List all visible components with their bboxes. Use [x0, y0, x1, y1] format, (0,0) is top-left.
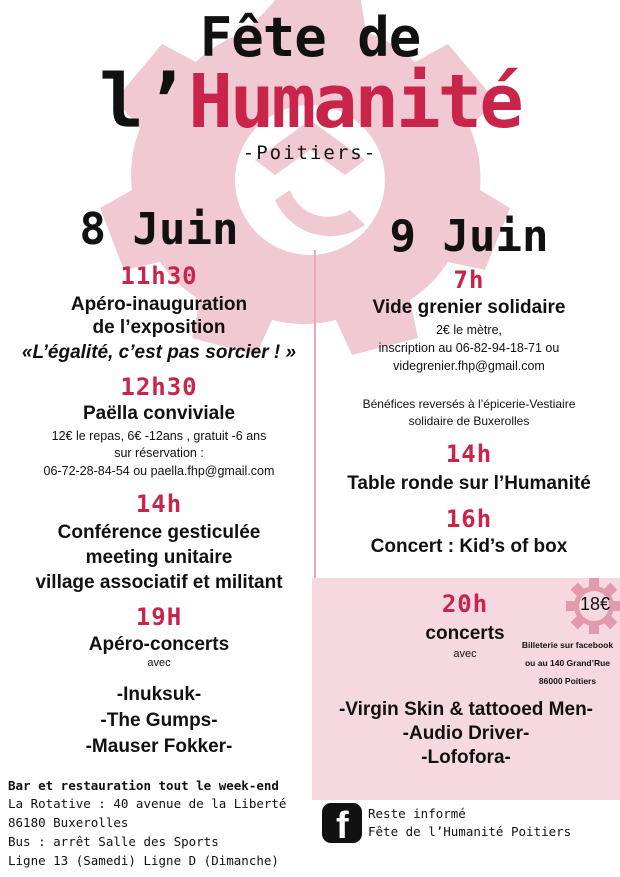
fb-title: Reste informé — [368, 806, 466, 821]
day1-event4-line1: Apéro-concerts — [88, 634, 230, 655]
day2-band3: -Lofofora- — [421, 747, 511, 768]
day2-date: 9 Juin — [389, 211, 549, 262]
ticket-line1: Billeterie sur facebook — [521, 640, 614, 650]
day2-event2-time: 14h — [445, 440, 493, 468]
day1-event1-line3: «L’égalité, c’est pas sorcier ! » — [21, 342, 297, 363]
day2-event1-time: 7h — [453, 266, 485, 294]
footer-line4: Bus : arrêt Salle des Sports — [8, 834, 219, 849]
ticket-line2: ou au 140 Grand’Rue — [524, 658, 611, 668]
day1-event1-time: 11h30 — [120, 262, 198, 290]
day1-event4-time: 19H — [135, 603, 183, 631]
footer-line2: La Rotative : 40 avenue de la Liberté — [8, 796, 287, 811]
day1-event2-time: 12h30 — [120, 373, 198, 401]
day1-band2: -The Gumps- — [100, 710, 218, 731]
day2-note-line2: solidaire de Buxerolles — [408, 414, 530, 428]
day2-event4-time: 20h — [441, 590, 489, 618]
day2-note-line1: Bénéfices reversés à l’épicerie-Vestiaire — [362, 397, 576, 411]
day1-event1-line1: Apéro-inauguration — [70, 294, 248, 315]
day2-event2-line1: Table ronde sur l’Humanité — [347, 473, 591, 494]
day1-event1-line2: de l’exposition — [92, 317, 226, 338]
day2-event1-line1: Vide grenier solidaire — [372, 297, 566, 318]
city-label: -Poitiers- — [242, 142, 378, 164]
day1-event3-line1: Conférence gesticulée — [57, 522, 261, 543]
day2-event1-detail3: videgrenier.fhp@gmail.com — [393, 359, 545, 373]
footer-line5: Ligne 13 (Samedi) Ligne D (Dimanche) — [8, 853, 279, 868]
day1-event2-line1: Paëlla conviviale — [82, 403, 236, 424]
day1-event3-line3: village associatif et militant — [35, 572, 283, 593]
day1-event2-detail1: 12€ le repas, 6€ -12ans , gratuit -6 ans — [51, 429, 267, 443]
day1-event3-time: 14h — [135, 490, 183, 518]
day1-event2-detail2: sur réservation : — [114, 446, 204, 460]
title-line1: Fête de — [199, 6, 421, 69]
footer-line1: Bar et restauration tout le week-end — [8, 778, 279, 793]
day1-date: 8 Juin — [79, 204, 239, 255]
day2-event4-line1: concerts — [425, 623, 505, 644]
day2-band1: -Virgin Skin & tattooed Men- — [338, 699, 594, 720]
fb-page-link[interactable]: Fête de l’Humanité Poitiers — [368, 824, 572, 839]
day2-event1-detail1: 2€ le mètre, — [435, 323, 502, 337]
title-main: Humanité — [188, 59, 521, 145]
day2-event4-avec: avec — [453, 648, 477, 660]
day1-band3: -Mauser Fokker- — [85, 736, 233, 757]
title-prefix: l’ — [99, 59, 189, 145]
facebook-icon[interactable]: f — [322, 803, 362, 843]
day2-band2: -Audio Driver- — [402, 723, 530, 744]
day2-event3-line1: Concert : Kid’s of box — [370, 536, 568, 557]
day1-event4-avec: avec — [147, 657, 171, 669]
day2-event3-time: 16h — [445, 505, 493, 533]
day2-event1-detail2: inscription au 06-82-94-18-71 ou — [378, 341, 560, 355]
day1-band1: -Inuksuk- — [116, 684, 202, 705]
day1-event3-line2: meeting unitaire — [85, 547, 233, 568]
footer-line3: 86180 Buxerolles — [8, 815, 129, 830]
day1-event2-detail3: 06-72-28-84-54 ou paella.fhp@gmail.com — [43, 464, 275, 478]
ticket-price: 18€ — [579, 594, 611, 614]
ticket-line3: 86000 Poitiers — [538, 676, 597, 686]
